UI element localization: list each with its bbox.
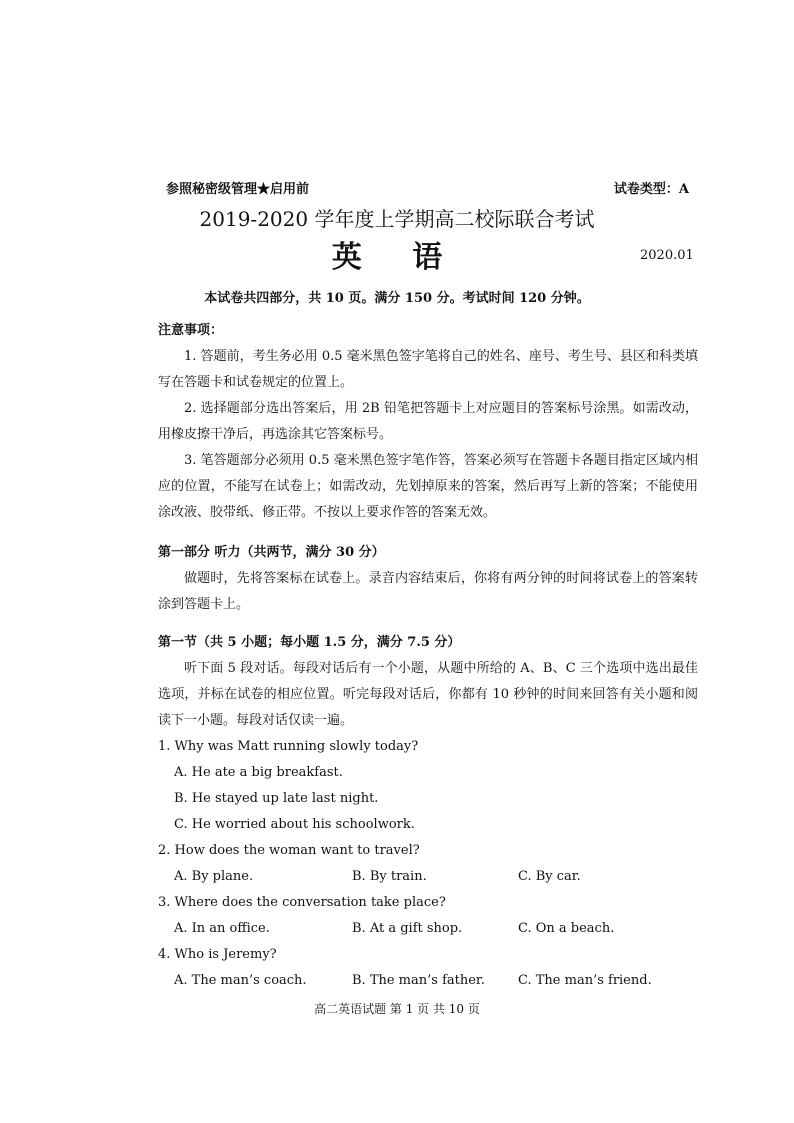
question-3-options — [174, 916, 698, 942]
notice-item: 2. 选择题部分选出答案后，用 2B 铅笔把答题卡上对应题目的答案标号涂黑。如需改动，用橡皮擦干净后，再选涂其它答案标号。 — [158, 401, 698, 442]
question-4-option-b: B. The man’s father. — [352, 973, 485, 988]
confidentiality-label: 参照秘密级管理★启用前 — [166, 182, 310, 197]
question-4-option-c: C. The man’s friend. — [518, 973, 652, 988]
question-1-option-a: A. He ate a big breakfast. — [174, 765, 343, 780]
question-2-option-a: A. By plane. — [174, 869, 254, 884]
paper-type-label: 试卷类型：A — [613, 182, 689, 197]
question-1-option-b: B. He stayed up late last night. — [174, 791, 379, 806]
exam-title: 2019-2020 学年度上学期高二校际联合考试 — [199, 207, 595, 231]
question-3-option-c: C. On a beach. — [518, 921, 615, 936]
section1 — [158, 630, 698, 994]
question-1-option-c: C. He worried about his schoolwork. — [174, 817, 415, 832]
page-footer: 高二英语试题 第 1 页 共 10 页 — [314, 1002, 480, 1016]
question-4-option-a: A. The man’s coach. — [174, 973, 307, 988]
question-1: 1. Why was Matt running slowly today? — [158, 739, 419, 754]
part1-section — [158, 540, 698, 618]
question-4: 4. Who is Jeremy? — [158, 947, 277, 962]
exam-date: 2020.01 — [640, 248, 694, 263]
question-2-option-b: B. By train. — [352, 869, 427, 884]
question-2-options — [174, 864, 698, 890]
question-4-options — [174, 968, 698, 994]
question-2-option-c: C. By car. — [518, 869, 581, 884]
notice-item: 1. 答题前，考生务必用 0.5 毫米黑色签字笔将自己的姓名、座号、考生号、县区和科类填写在答题卡和试卷规定的位置上。 — [158, 349, 698, 390]
subject-title: 英 语 — [331, 240, 463, 275]
question-3-option-a: A. In an office. — [174, 921, 270, 936]
part1-intro: 做题时，先将答案标在试卷上。录音内容结束后，你将有两分钟的时间将试卷上的答案转涂到答题卡上。 — [158, 571, 698, 612]
notice-section — [158, 318, 698, 526]
notice-heading: 注意事项： — [158, 323, 224, 338]
exam-summary: 本试卷共四部分，共 10 页。满分 150 分。考试时间 120 分钟。 — [204, 291, 590, 306]
question-3: 3. Where does the conversation take place? — [158, 895, 446, 910]
section1-intro: 听下面 5 段对话。每段对话后有一个小题，从题中所给的 A、B、C 三个选项中选出最佳选项，并标在试卷的相应位置。听完每段对话后，你都有 10 秒钟的时间来回答有关小题和阅读下一小题。每段对话仅读一遍。 — [158, 661, 698, 728]
question-3-option-b: B. At a gift shop. — [352, 921, 463, 936]
notice-item: 3. 笔答题部分必须用 0.5 毫米黑色签字笔作答，答案必须写在答题卡各题目指定区域内相应的位置，不能写在试卷上；如需改动，先划掉原来的答案，然后再写上新的答案；不能使用涂改液、胶带纸、修正带。不按以上要求作答的答案无效。 — [158, 453, 698, 520]
part1-heading: 第一部分 听力（共两节，满分 30 分） — [158, 545, 385, 560]
section1-heading: 第一节（共 5 小题；每小题 1.5 分，满分 7.5 分） — [158, 635, 461, 650]
question-2: 2. How does the woman want to travel? — [158, 843, 420, 858]
